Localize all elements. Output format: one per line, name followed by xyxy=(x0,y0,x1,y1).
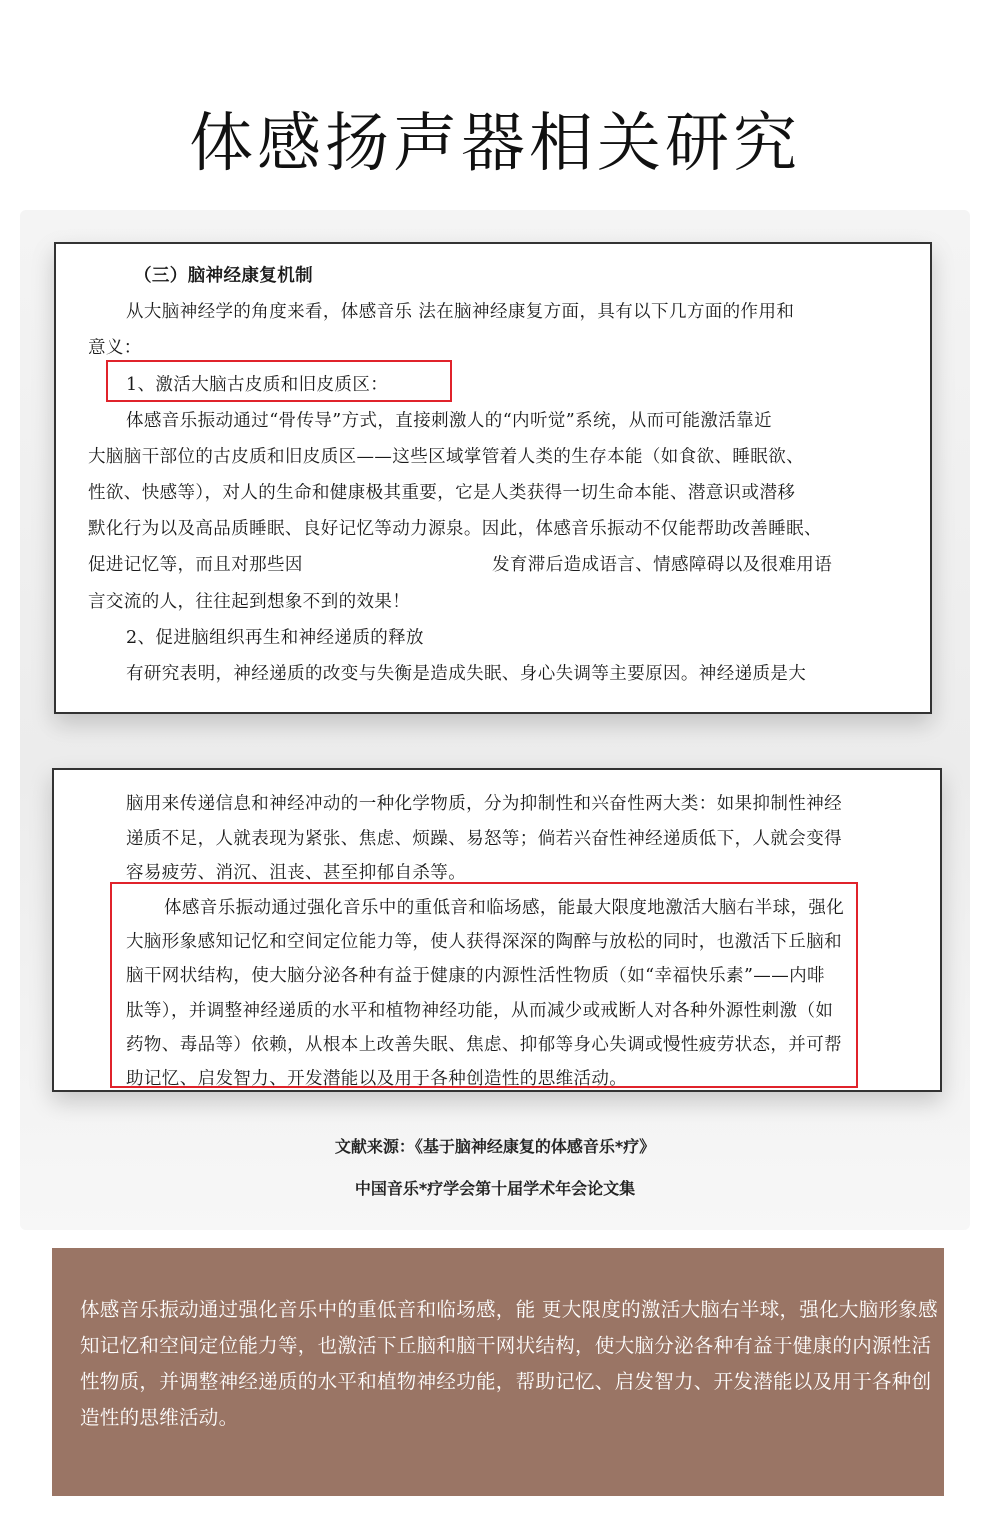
doc2-line-9: 助记忆、启发智力、开发潜能以及用于各种创造性的思维活动。 xyxy=(126,1069,628,1089)
doc1-line-2: 意义： xyxy=(88,338,142,358)
doc1-line-5: 大脑脑干部位的古皮质和旧皮质区——这些区域掌管着人类的生存本能（如食欲、睡眠欲、 xyxy=(88,447,804,467)
document-excerpt-2 xyxy=(52,768,942,1092)
summary-panel xyxy=(52,1248,944,1496)
summary-text: 体感音乐振动通过强化音乐中的重低音和临场感，能 更大限度的激活大脑右半球，强化大脑形象感知记忆和空间定位能力等，也激活下丘脑和脑干网状结构，使大脑分泌各种有益于健康的内源性活性物质，并调整神经递质的水平和植物神经功能，帮助记忆、启发智力、开发潜能以及用于各种创造性的思维活动。 xyxy=(80,1298,938,1429)
doc2-line-7: 肽等），并调整神经递质的水平和植物神经功能，从而减少或戒断人对各种外源性刺激（如 xyxy=(126,1001,834,1021)
doc1-line-10: 2、促进脑组织再生和神经递质的释放 xyxy=(126,628,424,648)
doc1-line-8b: 发育滞后造成语言、情感障碍以及很难用语 xyxy=(492,555,833,575)
page-title: 体感扬声器相关研究 xyxy=(189,107,801,181)
document-excerpt-1 xyxy=(54,242,932,714)
doc2-line-1: 脑用来传递信息和神经冲动的一种化学物质，分为抑制性和兴奋性两大类：如果抑制性神经 xyxy=(126,794,842,814)
source-citation: 文献来源：《基于脑神经康复的体感音乐*疗》 xyxy=(334,1137,656,1156)
doc2-line-2: 递质不足，人就表现为紧张、焦虑、烦躁、易怒等；倘若兴奋性神经递质低下，人就会变得 xyxy=(126,829,842,849)
highlight-box-2 xyxy=(110,882,858,1088)
section-heading: （三）脑神经康复机制 xyxy=(134,266,313,286)
doc2-line-3: 容易疲劳、消沉、沮丧、甚至抑郁自杀等。 xyxy=(126,863,467,883)
source-collection: 中国音乐*疗学会第十届学术年会论文集 xyxy=(354,1179,636,1198)
doc2-line-6: 脑干网状结构，使大脑分泌各种有益于健康的内源性活性物质（如“幸福快乐素”——内啡 xyxy=(126,966,825,986)
doc2-line-4: 体感音乐振动通过强化音乐中的重低音和临场感，能最大限度地激活大脑右半球，强化 xyxy=(164,898,845,918)
doc1-line-3: 1、激活大脑古皮质和旧皮质区： xyxy=(126,375,389,395)
doc2-line-8: 药物、毒品等）依赖，从根本上改善失眠、焦虑、抑郁等身心失调或慢性疲劳状态，并可帮 xyxy=(126,1035,842,1055)
doc1-line-4: 体感音乐振动通过“骨传导”方式，直接刺激人的“内听觉”系统，从而可能激活靠近 xyxy=(126,411,772,431)
highlight-box-1 xyxy=(106,360,452,402)
doc1-line-8a: 促进记忆等，而且对那些因 xyxy=(88,555,303,575)
doc1-line-7: 默化行为以及高品质睡眠、良好记忆等动力源泉。因此，体感音乐振动不仅能帮助改善睡眠、 xyxy=(88,519,822,539)
doc1-line-9: 言交流的人，往往起到想象不到的效果！ xyxy=(88,592,411,612)
doc1-line-11: 有研究表明，神经递质的改变与失衡是造成失眠、身心失调等主要原因。神经递质是大 xyxy=(126,664,807,684)
doc2-line-5: 大脑形象感知记忆和空间定位能力等，使人获得深深的陶醉与放松的同时，也激活下丘脑和 xyxy=(126,932,842,952)
doc1-line-6: 性欲、快感等），对人的生命和健康极其重要，它是人类获得一切生命本能、潜意识或潜移 xyxy=(88,483,796,503)
doc1-line-1: 从大脑神经学的角度来看，体感音乐 法在脑神经康复方面，具有以下几方面的作用和 xyxy=(126,302,795,322)
